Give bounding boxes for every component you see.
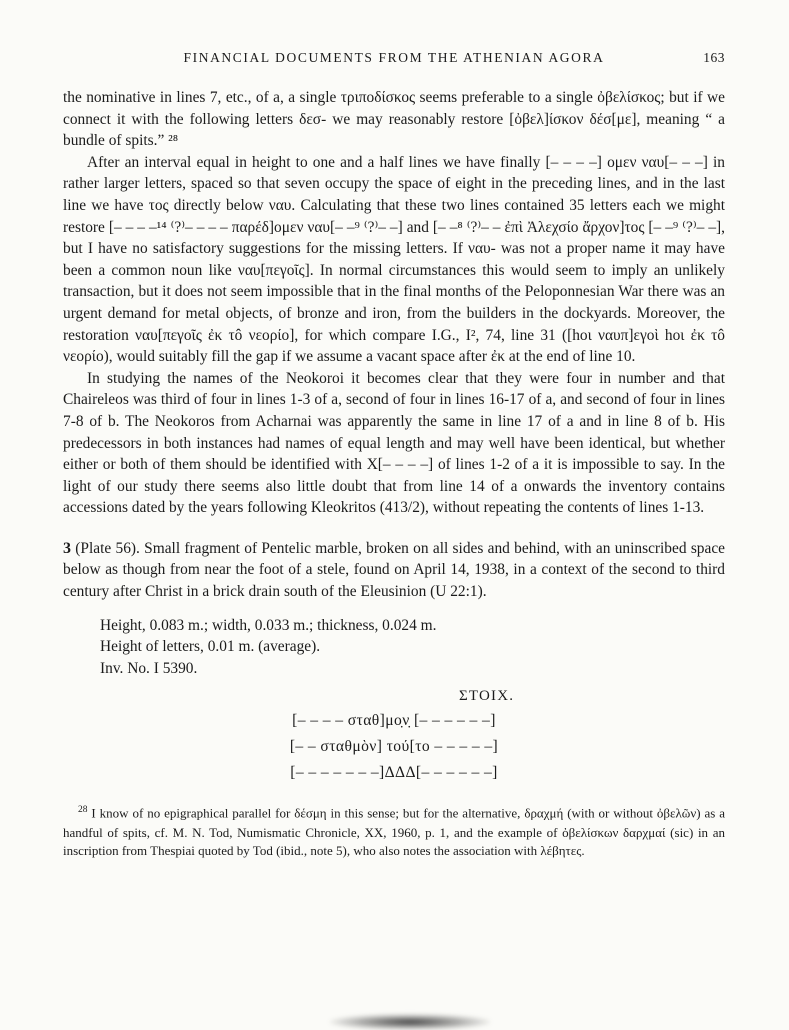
stoichedon-label: ΣΤΟΙΧ.: [459, 688, 515, 705]
paragraph-interval-restorations: After an interval equal in height to one and a half lines we have finally [– – – –] ομεν ναυ[– – –] in rather larger letters, spaced so that seven occupy the space of eight in the preceding lines, and in the last line we have τος directly below ναυ. Calculating that these two lines contained 35 letters each we might restore [– – – –¹⁴ ⁽?⁾– – – – παρέδ]ομεν ναυ[– –⁹ ⁽?⁾– –] and [– –⁸ ⁽?⁾– – ἐπὶ Ἀλεχσίο ἄρχον]τος [– –⁹ ⁽?⁾– –], but I have no satisfactory suggestions for the missing letters. If ναυ- was not a proper name it may have been a common noun like ναυ[πεγοῖς]. In normal circumstances this would seem to imply an unlikely transaction, but it does not seem impossible that in the final months of the Peloponnesian War there was an urgent demand for metal objects, of bronze and iron, from the builders in the dockyards. Moreover, the restoration ναυ[πεγοῖς ἐκ τô νεορίο], for which compare I.G., I², 74, line 31 ([hοι ναυπ]εγοὶ hοι ἐκ τô νεορίο), would suitably fill the gap if we assume a vacant space after ἐκ at the end of line 10.: [63, 153, 725, 366]
inscription-line-2: [– – σταθμὸν] τού[το – – – – –]: [289, 738, 499, 756]
measurements-block: [100, 615, 725, 680]
footnote-text: I know of no epigraphical parallel for δέσμη in this sense; but for the alternative, δραχμή (with or without ὀβελῶν) as a handful of spits, cf. M. N. Tod, Numismatic Chronicle, XX, 1960, p. 1, and the example of ὀβελίσκων δαρχμαί (sic) in an inscription from Thespiai quoted by Tod (ibid., note 5), who also notes the association with λέβητες.: [63, 805, 725, 859]
footnote-marker: 28: [78, 805, 88, 816]
inventory-number: Inv. No. I 5390.: [100, 659, 198, 677]
entry-number: 3: [63, 539, 71, 557]
footnote-28: [63, 801, 725, 861]
paragraph-neokoroi: In studying the names of the Neokoroi it becomes clear that they were four in number and that Chaireleos was third of four in lines 1-3 of a, second of four in lines 16-17 of a, and second of four in lines 7-8 of b. The Neokoros from Acharnai was apparently the same in line 17 of a and in line 8 of b. His predecessors in both instances had names of equal length and may well have been identical, but whether either or both of them should be identified with Χ[– – – –] of lines 1-2 of a it is impossible to say. In the light of our study there seems also little doubt that from line 14 of a onwards the inventory contains accessions dated by the years following Kleokritos (413/2), without repeating the contents of lines 1-13.: [63, 369, 725, 517]
inscription-line-1: [– – – – σταθ]μο̣ν̣ [– – – – – –]: [292, 712, 496, 730]
measurement-dimensions: Height, 0.083 m.; width, 0.033 m.; thickness, 0.024 m.: [100, 616, 437, 634]
running-head: [63, 50, 725, 66]
scan-shadow-artifact: [330, 1014, 490, 1030]
inscription-line-3: [– – – – – – –]ΔΔΔ[– – – – – –]: [290, 764, 498, 782]
paragraph-nominative: the nominative in lines 7, etc., of a, a single τριποδίσκος seems preferable to a single ὀβελίσκος; but if we connect it with the following letters δεσ- we may reasonably restore [ὀβελ]ίσκον δέσ[με], meaning “ a bundle of spits.” ²⁸: [63, 89, 725, 150]
page-title: FINANCIAL DOCUMENTS FROM THE ATHENIAN AGORA: [183, 50, 605, 65]
inscription-text: [63, 708, 725, 786]
catalogue-entry-3: [63, 538, 725, 603]
page-number: 163: [703, 50, 725, 65]
entry-description: (Plate 56). Small fragment of Pentelic marble, broken on all sides and behind, with an uninscribed space below as though from near the foot of a stele, found on April 14, 1938, in a context of the second to third century after Christ in a brick drain south of the Eleusinion (U 22:1).: [63, 539, 725, 601]
measurement-letter-height: Height of letters, 0.01 m. (average).: [100, 638, 321, 656]
